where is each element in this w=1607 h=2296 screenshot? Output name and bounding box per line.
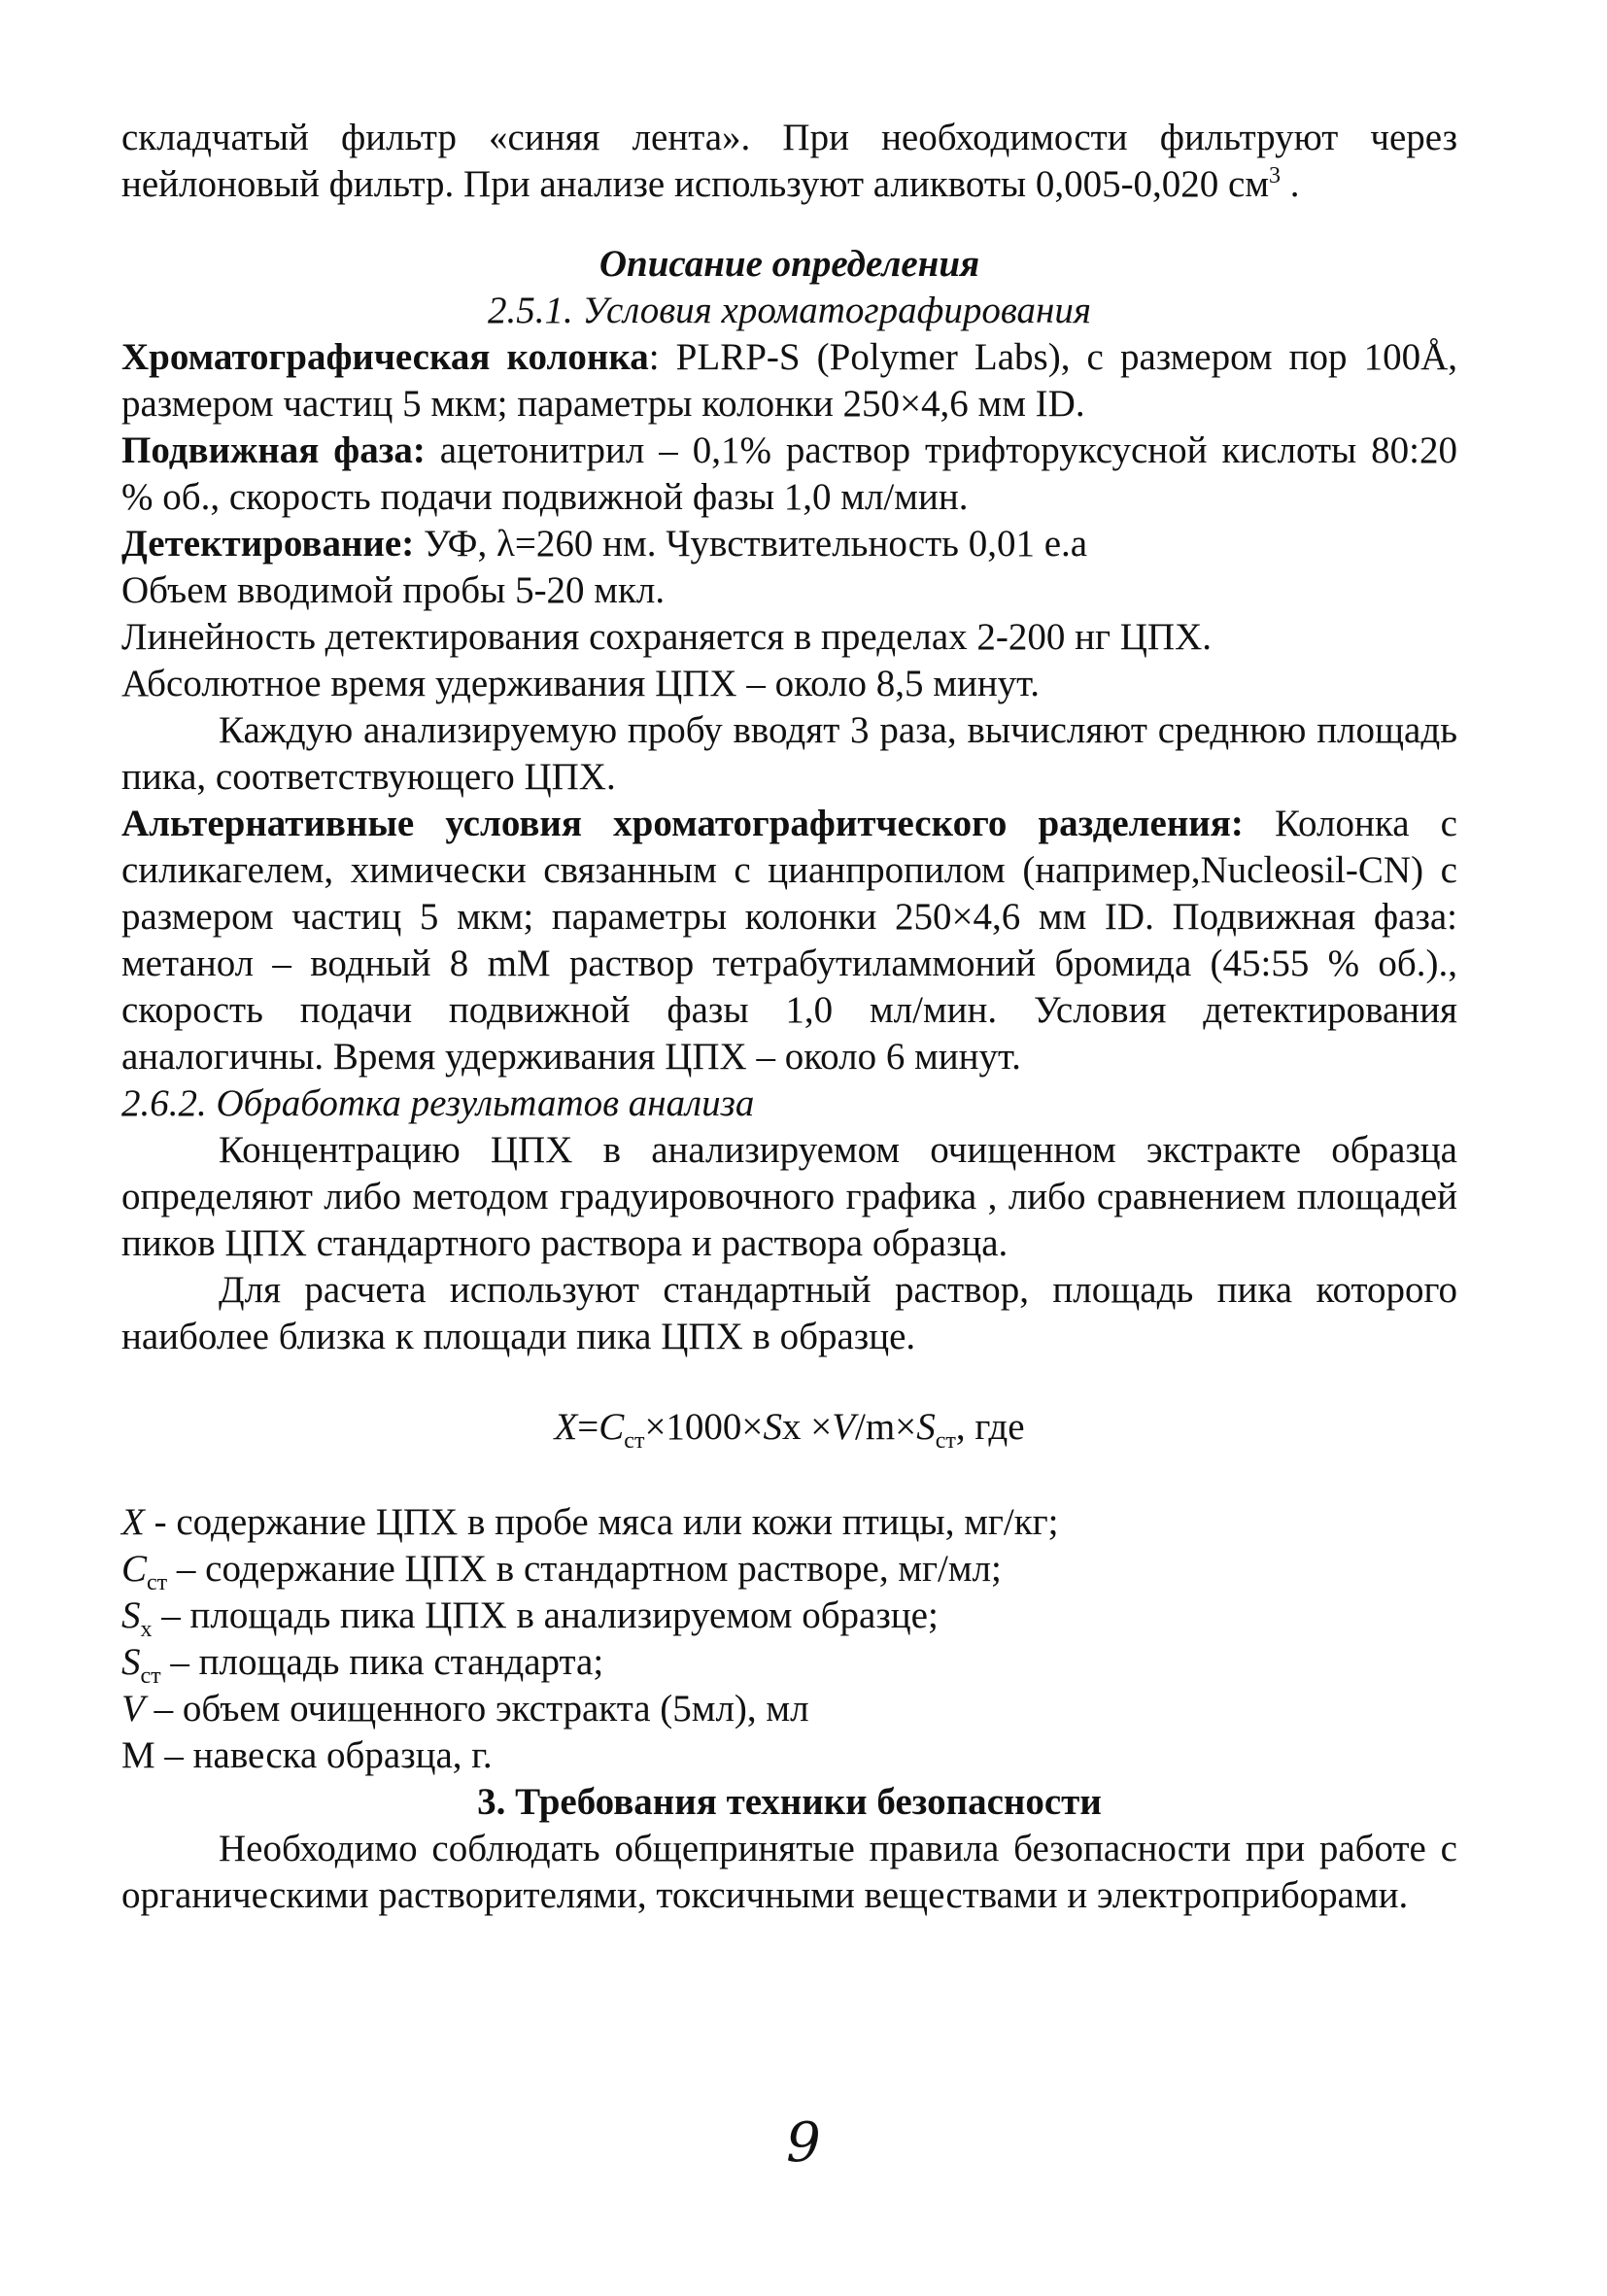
formula-c: C — [598, 1406, 625, 1448]
detection-paragraph — [121, 521, 1457, 567]
mobile-phase-paragraph — [121, 428, 1457, 521]
definition-item — [121, 1732, 1457, 1779]
definition-text: – объем очищенного экстракта (5мл), мл — [144, 1688, 809, 1730]
definition-text: М – навеска образца, г. — [121, 1734, 493, 1776]
calculation-formula — [121, 1404, 1457, 1454]
formula-sst-subscript: ст — [935, 1427, 956, 1454]
linearity-line: Линейность детектирования сохраняется в пределах 2-200 нг ЦПХ. — [121, 616, 1212, 658]
section-heading-description: Описание определения — [598, 243, 980, 285]
page-number: 9 — [786, 2111, 821, 2175]
retention-time-line: Абсолютное время удерживания ЦПХ – около 8,5 минут. — [121, 663, 1041, 704]
intro-paragraph — [121, 115, 1457, 208]
definition-sub: x — [140, 1616, 153, 1642]
document-page — [121, 115, 1457, 1919]
section-3-title: 3. Требования техники безопасности — [477, 1781, 1102, 1823]
formula-times: × — [801, 1406, 833, 1448]
formula-equals: = — [577, 1406, 599, 1448]
definition-sub: ст — [147, 1569, 168, 1595]
intro-text: складчатый фильтр «синяя лента». При необходимости фильтруют через нейлоновый фильтр. При анализе используют аликвоты 0,005-0,020 см — [121, 117, 1457, 205]
definition-item — [121, 1593, 1457, 1642]
definitions-list — [121, 1499, 1457, 1779]
definition-item — [121, 1686, 1457, 1732]
formula-mid: ×1000× — [644, 1406, 764, 1448]
column-paragraph — [121, 334, 1457, 428]
injection-volume-line: Объем вводимой пробы 5-20 мкл. — [121, 569, 666, 611]
formula-sx-subscript: x — [781, 1406, 802, 1448]
definition-var: X — [121, 1501, 145, 1543]
definition-text: – содержание ЦПХ в стандартном растворе, мг/мл; — [167, 1548, 1002, 1590]
standard-solution-paragraph: Для расчета используют стандартный раствор, площадь пика которого наиболее близка к площади пика ЦПХ в образце. — [121, 1269, 1457, 1357]
definition-var: S — [121, 1594, 141, 1636]
definition-var: S — [121, 1641, 141, 1683]
safety-paragraph: Необходимо соблюдать общепринятые правила безопасности при работе с органическими растворителями, токсичными веществами и электроприборами. — [121, 1828, 1457, 1916]
column-label: Хроматографическая колонка — [121, 336, 649, 378]
definition-text: – площадь пика стандарта; — [160, 1641, 604, 1683]
formula-c-subscript: ст — [624, 1427, 645, 1454]
subheading-results-processing: 2.6.2. Обработка результатов анализа — [121, 1082, 755, 1124]
detection-text: УФ, λ=260 нм. Чувствительность 0,01 е.а — [414, 523, 1088, 565]
formula-x: X — [554, 1406, 578, 1448]
column-text: : PLRP-S (Polymer Labs), с размером пор 100Å, размером частиц 5 мкм; параметры колонки 250×4,6 мм ID. — [121, 336, 1457, 425]
definition-text: – площадь пика ЦПХ в анализируемом образце; — [152, 1594, 939, 1636]
definition-item — [121, 1639, 1457, 1689]
definition-var: C — [121, 1548, 148, 1590]
concentration-paragraph: Концентрацию ЦПХ в анализируемом очищенном экстракте образца определяют либо методом градуировочного графика , либо сравнением площадей пиков ЦПХ стандартного раствора и раствора образца. — [121, 1129, 1457, 1264]
definition-item — [121, 1546, 1457, 1593]
formula-where: , где — [955, 1406, 1025, 1448]
alternative-conditions-paragraph — [121, 801, 1457, 1080]
definition-item — [121, 1499, 1457, 1546]
definition-var: V — [121, 1688, 145, 1730]
formula-v: V — [832, 1406, 856, 1448]
formula-slash-m: /m× — [855, 1406, 917, 1448]
mobile-phase-text: ацетонитрил – 0,1% раствор трифторуксусной кислоты 80:20 % об., скорость подачи подвижной фазы 1,0 мл/мин. — [121, 429, 1458, 518]
formula-s: S — [763, 1406, 782, 1448]
formula-s-standard: S — [916, 1406, 936, 1448]
subheading-chromatography-conditions: 2.5.1. Условия хроматографирования — [488, 290, 1091, 331]
mobile-phase-label: Подвижная фаза: — [121, 429, 426, 471]
intro-superscript: 3 — [1269, 163, 1282, 188]
intro-tail: . — [1281, 163, 1300, 205]
alternative-text: Колонка с силикагелем, химически связанным с цианпропилом (например,Nucleosil-CN) с размером частиц 5 мкм; параметры колонки 250×4,6 мм ID. Подвижная фаза: метанол – водный 8 mM раствор тетрабутиламмоний бромида (45:55 % об.)., скорость подачи подвижной фазы 1,0 мл/мин. Условия детектирования аналогичны. Время удерживания ЦПХ – около 6 минут. — [121, 803, 1457, 1078]
definition-text: - содержание ЦПХ в пробе мяса или кожи птицы, мг/кг; — [144, 1501, 1059, 1543]
definition-sub: ст — [140, 1662, 161, 1689]
triplicate-paragraph: Каждую анализируемую пробу вводят 3 раза, вычисляют среднюю площадь пика, соответствующего ЦПХ. — [121, 709, 1457, 798]
detection-label: Детектирование: — [121, 523, 415, 565]
alternative-label: Альтернативные условия хроматографитческого разделения: — [121, 803, 1244, 844]
